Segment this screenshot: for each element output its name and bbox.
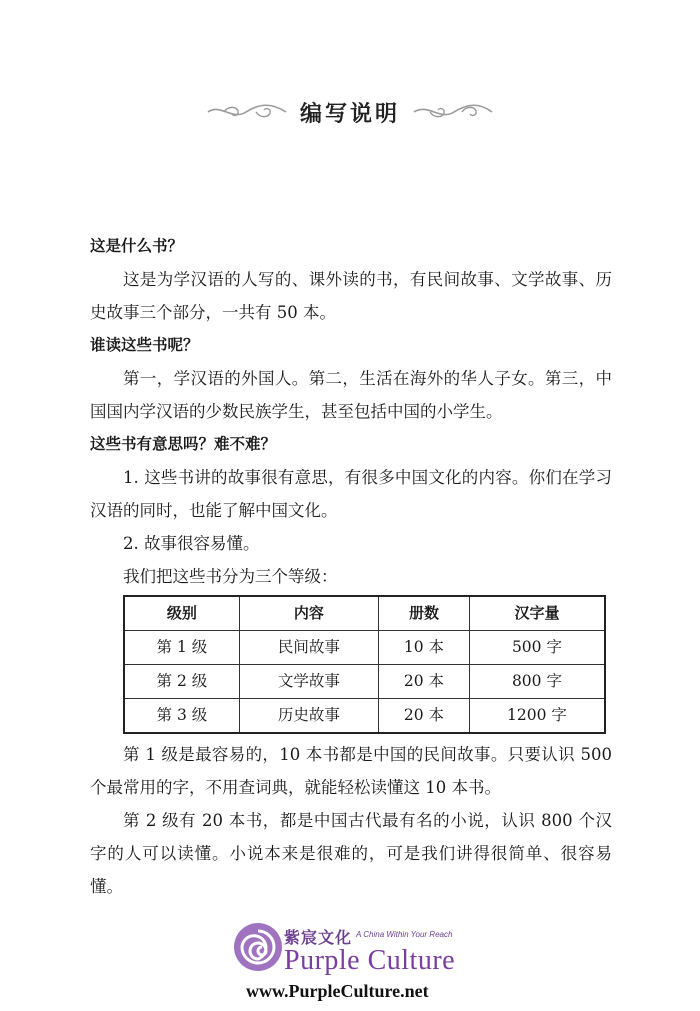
table-header-cell: 级别 xyxy=(124,596,239,631)
section-question: 这是什么书？ xyxy=(90,237,184,255)
right-flourish-icon xyxy=(412,99,494,125)
page-title: 编写说明 xyxy=(299,101,400,127)
left-flourish-icon xyxy=(206,99,288,125)
watermark-cn: 紫宸文化 xyxy=(284,928,353,947)
table-cell: 1200 字 xyxy=(469,699,605,734)
table-header-cell: 汉字量 xyxy=(469,596,605,631)
table-header-cell: 内容 xyxy=(239,596,378,631)
table-row xyxy=(124,699,605,734)
paragraph: 我们把这些书分为三个等级： xyxy=(123,567,338,586)
table-cell: 800 字 xyxy=(469,665,605,699)
section-question: 谁读这些书呢？ xyxy=(90,336,199,354)
paragraph: 第 2 级有 20 本书，都是中国古代最有名的小说，认识 800 个汉字的人可以读懂。小说本来是很难的，可是我们讲得很简单、很容易懂。 xyxy=(90,811,612,896)
paragraph: 第一，学汉语的外国人。第二，生活在海外的华人子女。第三，中国国内学汉语的少数民族学生，甚至包括中国的小学生。 xyxy=(90,369,612,421)
table-header-cell: 册数 xyxy=(379,596,470,631)
watermark-url: www.PurpleCulture.net xyxy=(246,981,429,1001)
paragraph: 这是为学汉语的人写的、课外读的书，有民间故事、文学故事、历史故事三个部分，一共有 50 本。 xyxy=(90,270,612,322)
table-header-row xyxy=(124,596,605,631)
table-row xyxy=(124,631,605,665)
levels-table xyxy=(123,595,606,734)
page-header xyxy=(0,92,700,132)
spiral-logo-icon xyxy=(232,921,284,973)
table-cell: 民间故事 xyxy=(239,631,378,665)
paragraph: 2. 故事很容易懂。 xyxy=(123,534,260,553)
table-cell: 500 字 xyxy=(469,631,605,665)
watermark xyxy=(232,921,492,1003)
intro-section xyxy=(90,230,612,593)
watermark-en: Purple Culture xyxy=(284,945,456,976)
document-body xyxy=(90,230,612,903)
table-cell: 20 本 xyxy=(379,699,470,734)
watermark-tagline: A China Within Your Reach xyxy=(356,930,453,939)
table-cell: 第 3 级 xyxy=(124,699,239,734)
levels-explanation xyxy=(90,738,612,903)
table-row xyxy=(124,665,605,699)
table-cell: 历史故事 xyxy=(239,699,378,734)
table-cell: 文学故事 xyxy=(239,665,378,699)
table-cell: 20 本 xyxy=(379,665,470,699)
paragraph: 第 1 级是最容易的，10 本书都是中国的民间故事。只要认识 500 个最常用的字，不用查词典，就能轻松读懂这 10 本书。 xyxy=(90,745,612,797)
table-cell: 第 1 级 xyxy=(124,631,239,665)
paragraph: 1. 这些书讲的故事很有意思，有很多中国文化的内容。你们在学习汉语的同时，也能了解中国文化。 xyxy=(90,468,612,520)
table-cell: 10 本 xyxy=(379,631,470,665)
section-question: 这些书有意思吗？难不难？ xyxy=(90,435,277,453)
table-cell: 第 2 级 xyxy=(124,665,239,699)
